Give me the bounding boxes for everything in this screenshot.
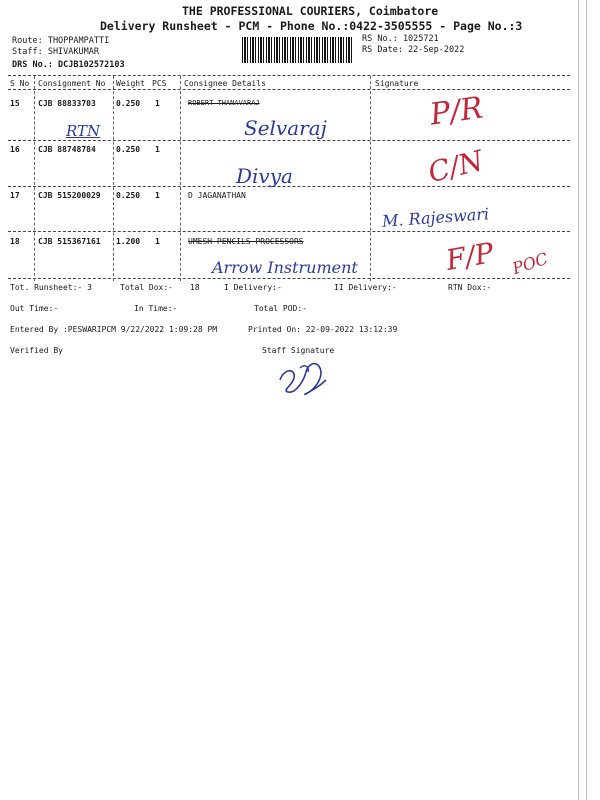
col-header-consignment: Consignment No bbox=[38, 79, 106, 88]
row-divider bbox=[8, 231, 570, 232]
staff-field: Staff: SHIVAKUMAR bbox=[12, 47, 99, 57]
runsheet-title: Delivery Runsheet - PCM - Phone No.:0422-3505555 - Page No.:3 bbox=[100, 19, 523, 33]
row-consignment: CJB 88833703 bbox=[38, 99, 96, 108]
row-consignment: CJB 515367161 bbox=[38, 237, 101, 246]
i-delivery: I Delivery:- bbox=[224, 283, 282, 292]
row-consignee: D JAGANATHAN bbox=[188, 191, 246, 200]
col-header-pcs: PCS bbox=[152, 79, 167, 88]
printed-on: Printed On: 22-09-2022 13:12:39 bbox=[248, 325, 398, 334]
drs-number: DRS No.: DCJB102572103 bbox=[12, 60, 125, 70]
handwritten-receiver: Selvaraj bbox=[244, 116, 327, 140]
row-pcs: 1 bbox=[155, 191, 160, 200]
row-pcs: 1 bbox=[155, 145, 160, 154]
row-consignment: CJB 88748784 bbox=[38, 145, 96, 154]
total-dox-label: Total Dox:- bbox=[120, 283, 173, 292]
row-sno: 16 bbox=[10, 145, 20, 154]
column-divider bbox=[180, 76, 181, 281]
verified-by: Verified By bbox=[10, 346, 63, 355]
row-weight: 0.250 bbox=[116, 99, 141, 108]
handwritten-signature: M. Rajeswari bbox=[381, 204, 490, 231]
signature-mark: POC bbox=[509, 248, 551, 279]
total-pod: Total POD:- bbox=[254, 304, 307, 313]
col-header-sno: S No bbox=[10, 79, 30, 88]
signature-mark: F/P bbox=[443, 236, 497, 277]
page-edge-line bbox=[586, 0, 587, 800]
col-header-signature: Signature bbox=[375, 79, 419, 88]
out-time: Out Time:- bbox=[10, 304, 59, 313]
column-divider bbox=[113, 76, 114, 281]
row-pcs: 1 bbox=[155, 237, 160, 246]
handwritten-receiver: Arrow Instrument bbox=[212, 258, 358, 277]
table-header-rule bbox=[8, 89, 570, 90]
row-sno: 15 bbox=[10, 99, 20, 108]
row-divider bbox=[8, 140, 570, 141]
row-consignment: CJB 515200029 bbox=[38, 191, 101, 200]
table-top-rule bbox=[8, 75, 570, 76]
staff-signature-scribble bbox=[270, 350, 340, 400]
column-divider bbox=[370, 76, 371, 281]
staff-signature-label: Staff Signature bbox=[262, 346, 335, 355]
rs-number: RS No.: 1025721 bbox=[362, 34, 439, 44]
in-time: In Time:- bbox=[134, 304, 178, 313]
row-sno: 17 bbox=[10, 191, 20, 200]
signature-mark: P/R bbox=[427, 90, 486, 133]
total-dox-value: 18 bbox=[190, 283, 200, 292]
rs-date: RS Date: 22-Sep-2022 bbox=[362, 45, 465, 55]
total-runsheet: Tot. Runsheet:- 3 bbox=[10, 283, 92, 292]
rtn-dox: RTN Dox:- bbox=[448, 283, 492, 292]
route-field: Route: THOPPAMPATTI bbox=[12, 36, 110, 46]
company-title: THE PROFESSIONAL COURIERS, Coimbatore bbox=[182, 4, 439, 18]
barcode-image bbox=[242, 37, 354, 63]
handwritten-note: RTN bbox=[66, 122, 101, 140]
row-consignee: UMESH PENCILS PROCESSORS bbox=[188, 237, 304, 246]
row-weight: 0.250 bbox=[116, 191, 141, 200]
row-consignee: ROBERT THANAVARAJ bbox=[188, 99, 260, 107]
signature-mark: C/N bbox=[424, 143, 487, 190]
row-sno: 18 bbox=[10, 237, 20, 246]
column-divider bbox=[34, 76, 35, 281]
row-weight: 1.200 bbox=[116, 237, 141, 246]
row-weight: 0.250 bbox=[116, 145, 141, 154]
ii-delivery: II Delivery:- bbox=[334, 283, 397, 292]
table-bottom-rule bbox=[8, 278, 570, 279]
handwritten-receiver: Divya bbox=[236, 164, 293, 188]
page-edge-line bbox=[578, 0, 579, 800]
row-pcs: 1 bbox=[155, 99, 160, 108]
entered-by: Entered By :PESWARIPCM 9/22/2022 1:09:28 PM bbox=[10, 325, 218, 334]
col-header-consignee: Consignee Details bbox=[184, 79, 266, 88]
col-header-weight: Weight bbox=[116, 79, 145, 88]
